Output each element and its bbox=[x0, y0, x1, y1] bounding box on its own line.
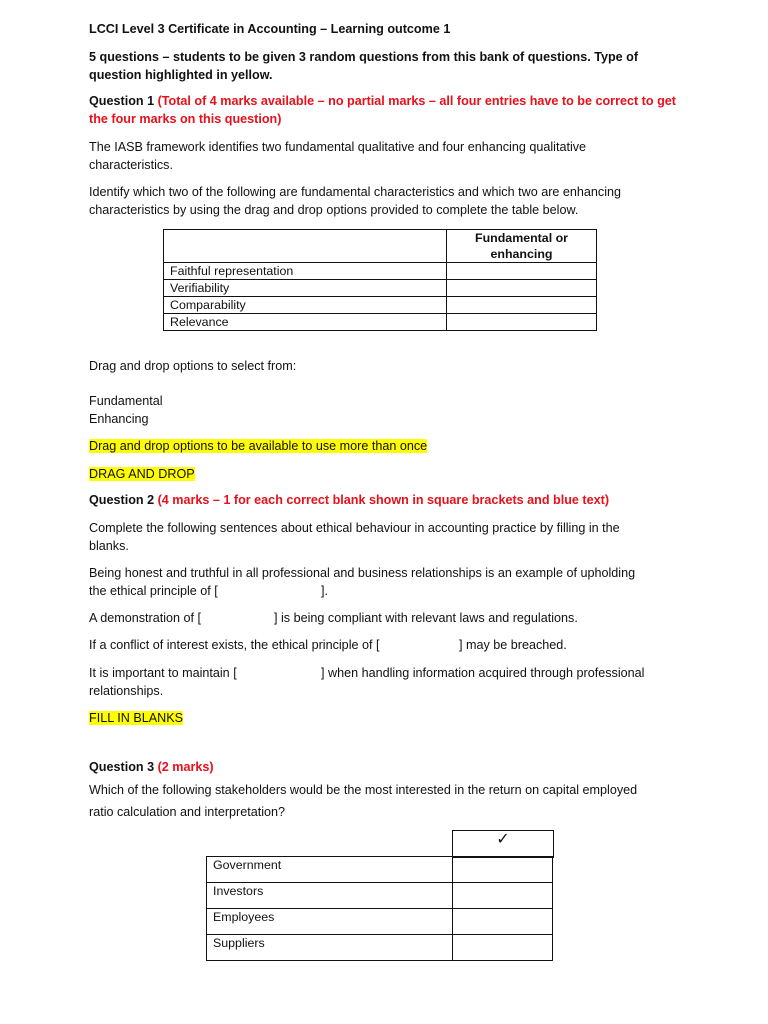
intro-line-1: 5 questions – students to be given 3 random questions from this bank of questions. Type of bbox=[89, 50, 639, 64]
q3-table bbox=[206, 856, 553, 961]
table-row bbox=[207, 909, 553, 935]
q3-heading bbox=[89, 758, 689, 776]
q1-option-enhancing: Enhancing bbox=[89, 412, 149, 426]
q1-para1-line-2: characteristics. bbox=[89, 158, 173, 172]
q1-row-label: Comparability bbox=[164, 297, 447, 314]
q3-tick-cell[interactable] bbox=[453, 909, 553, 935]
q1-table-corner bbox=[164, 230, 447, 263]
q2-intro-line-2: blanks. bbox=[89, 539, 129, 553]
q2-s4b: ] when handling information acquired through professional bbox=[321, 666, 645, 680]
q1-header-line-1: Fundamental or bbox=[475, 231, 568, 245]
table-row bbox=[207, 935, 553, 961]
q3-marks: (2 marks) bbox=[154, 760, 214, 774]
q2-type bbox=[89, 709, 183, 727]
q1-para2-line-1: Identify which two of the following are fundamental characteristics and which two are enhancing bbox=[89, 185, 622, 199]
q1-table-header bbox=[447, 230, 597, 263]
q3-row-label: Employees bbox=[207, 909, 453, 935]
q2-intro-line-1: Complete the following sentences about ethical behaviour in accounting practice by filling in the bbox=[89, 521, 620, 535]
q2-heading bbox=[89, 491, 709, 509]
table-row bbox=[164, 280, 597, 297]
q1-drop-target[interactable] bbox=[447, 263, 597, 280]
q1-para1-line-1: The IASB framework identifies two fundamental qualitative and four enhancing qualitative bbox=[89, 140, 587, 154]
q3-tick-cell[interactable] bbox=[453, 883, 553, 909]
q2-s1-line-2a: the ethical principle of [ bbox=[89, 584, 218, 598]
table-row bbox=[164, 314, 597, 331]
q2-marks: (4 marks – 1 for each correct blank shown in square brackets and blue text) bbox=[154, 493, 610, 507]
table-row bbox=[207, 857, 553, 883]
q2-label: Question 2 bbox=[89, 493, 155, 507]
q1-row-label: Relevance bbox=[164, 314, 447, 331]
q3-row-label: Government bbox=[207, 857, 453, 883]
q3-label: Question 3 bbox=[89, 760, 155, 774]
q2-s1-line-2b: ]. bbox=[321, 584, 328, 598]
q3-row-label: Suppliers bbox=[207, 935, 453, 961]
document-title: LCCI Level 3 Certificate in Accounting – Learning outcome 1 bbox=[89, 22, 451, 36]
q2-s3b: ] may be breached. bbox=[459, 638, 567, 652]
q1-header-line-2: enhancing bbox=[490, 247, 553, 261]
q1-label: Question 1 bbox=[89, 94, 155, 108]
q1-drop-target[interactable] bbox=[447, 314, 597, 331]
q1-para2-line-2: characteristics by using the drag and drop options provided to complete the table below. bbox=[89, 203, 579, 217]
q1-row-label: Verifiability bbox=[164, 280, 447, 297]
q1-note-text: Drag and drop options to be available to use more than once bbox=[89, 439, 428, 453]
q2-s4-line-2: relationships. bbox=[89, 684, 164, 698]
q3-tick-cell[interactable] bbox=[453, 857, 553, 883]
q2-s2a: A demonstration of [ bbox=[89, 611, 202, 625]
q1-type-text: DRAG AND DROP bbox=[89, 467, 195, 481]
q1-options-heading: Drag and drop options to select from: bbox=[89, 359, 297, 373]
table-row bbox=[164, 263, 597, 280]
q1-note bbox=[89, 437, 427, 455]
q1-table bbox=[163, 229, 597, 331]
q3-text-line-1: Which of the following stakeholders would be the most interested in the return on capital employed bbox=[89, 783, 638, 797]
q1-marks-line-1: (Total of 4 marks available – no partial marks – all four entries have to be correct to get bbox=[154, 94, 676, 108]
q1-type bbox=[89, 465, 195, 483]
q1-option-fundamental: Fundamental bbox=[89, 394, 163, 408]
table-row bbox=[164, 297, 597, 314]
q2-s2b: ] is being compliant with relevant laws and regulations. bbox=[274, 611, 578, 625]
q3-tick-cell[interactable] bbox=[453, 935, 553, 961]
q1-row-label: Faithful representation bbox=[164, 263, 447, 280]
q3-check-header: ✓ bbox=[452, 830, 554, 858]
table-row bbox=[207, 883, 553, 909]
q3-text-line-2: ratio calculation and interpretation? bbox=[89, 805, 286, 819]
q2-s4a: It is important to maintain [ bbox=[89, 666, 237, 680]
q1-drop-target[interactable] bbox=[447, 280, 597, 297]
q2-s3a: If a conflict of interest exists, the ethical principle of [ bbox=[89, 638, 380, 652]
intro-line-2: question highlighted in yellow. bbox=[89, 68, 273, 82]
q3-row-label: Investors bbox=[207, 883, 453, 909]
q1-heading bbox=[89, 92, 709, 110]
q1-drop-target[interactable] bbox=[447, 297, 597, 314]
q2-s1-line-1: Being honest and truthful in all professional and business relationships is an example of upholding bbox=[89, 566, 636, 580]
q2-type-text: FILL IN BLANKS bbox=[89, 711, 184, 725]
q1-marks-line-2: the four marks on this question) bbox=[89, 112, 282, 126]
